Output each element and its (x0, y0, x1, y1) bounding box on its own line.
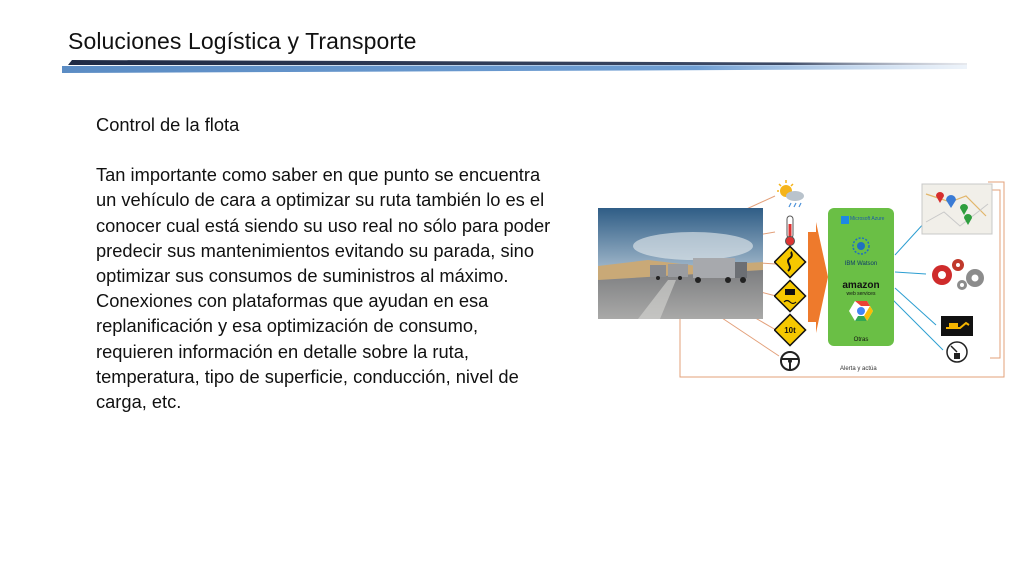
body-line: replanificación y esa optimización de consumo, (96, 315, 479, 337)
watson-logo (851, 236, 871, 256)
body-line: requieren información en detalle sobre la ruta, (96, 340, 469, 362)
content-block (96, 112, 582, 414)
amazon-label: amazon (842, 280, 880, 291)
body-line: Tan importante como saber en que punto se encuentra (96, 164, 541, 186)
body-line: temperatura, tipo de superficie, conducción, nivel de (96, 365, 519, 387)
maintenance-gears-icon (932, 259, 984, 290)
sensor-icons (774, 178, 808, 372)
body-line: conocer cual está siendo su uso real no sólo para poder (96, 214, 551, 236)
curvy-road-sign-icon (774, 246, 805, 277)
output-icons (920, 182, 998, 364)
thermometer-icon (786, 216, 795, 246)
watson-label: IBM Watson (844, 261, 878, 267)
diagram-caption: Alerta y actúa (840, 366, 877, 372)
slide-title: Soluciones Logística y Transporte (68, 28, 417, 54)
google-cloud-logo (849, 300, 873, 322)
body-line: un vehículo de cara a optimizar su ruta también lo es el (96, 189, 545, 211)
slippery-road-sign-icon (774, 280, 805, 311)
body-line: optimizar sus consumos de suministros al máximo. (96, 265, 509, 287)
body-line: Conexiones con plataformas que ayudan en esa (96, 290, 489, 312)
others-label: Otras (853, 337, 869, 343)
title-underline (62, 60, 967, 74)
steering-wheel-icon (781, 352, 799, 370)
weight-sign-text: 10t (784, 326, 796, 335)
fuel-gauge-icon (947, 342, 967, 362)
route-map-icon (922, 184, 992, 234)
weight-limit-sign-icon (774, 314, 805, 345)
azure-label: Microsoft Azure (850, 216, 885, 222)
cloud-platforms-panel (828, 208, 894, 346)
amazon-sub-label: web services (846, 291, 876, 297)
weather-icon (777, 180, 804, 207)
body-line: predecir sus mantenimientos evitando su parada, sino (96, 239, 534, 261)
section-heading: Control de la flota (96, 114, 240, 135)
truck-photo (598, 208, 763, 319)
body-line: carga, etc. (96, 391, 182, 413)
oil-warning-icon (941, 316, 973, 336)
